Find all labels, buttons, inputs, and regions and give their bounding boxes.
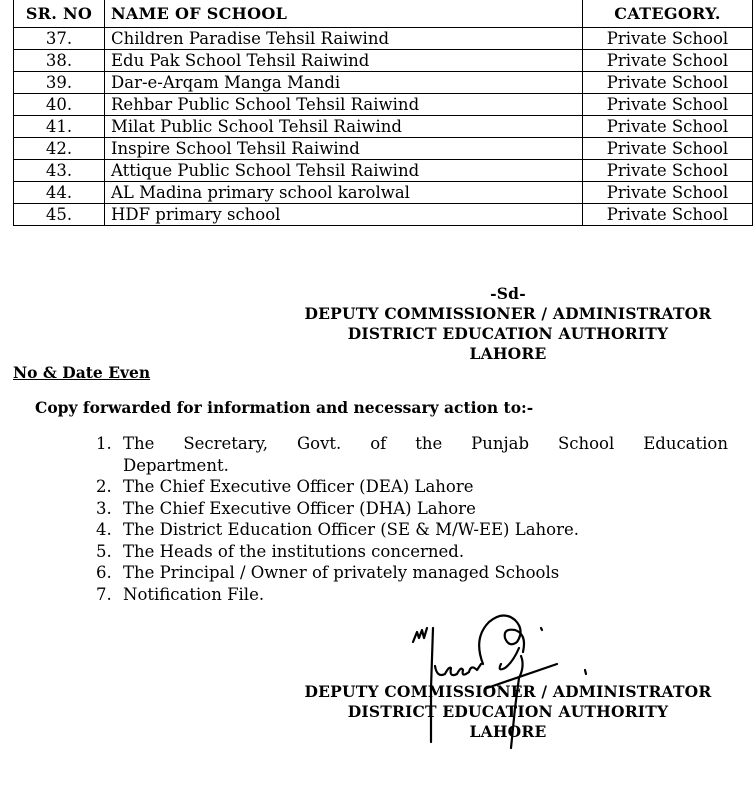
table-row [14,138,753,160]
recipient-number: 5. [96,541,112,561]
recipient-item [96,584,728,606]
signatory-authority: DISTRICT EDUCATION AUTHORITY [347,324,669,343]
cell-school-name: Inspire School Tehsil Raiwind [105,138,583,160]
cell-sr-no: 43. [14,160,105,182]
recipient-item [96,498,728,520]
cell-school-name: Edu Pak School Tehsil Raiwind [105,50,583,72]
cell-school-name: Dar-e-Arqam Manga Mandi [105,72,583,94]
recipient-number: 7. [96,584,112,604]
recipient-number: 3. [96,498,112,518]
recipient-text: The Secretary, Govt. of the Punjab School Education [123,434,728,453]
cell-category: Private School [583,116,753,138]
table-row [14,50,753,72]
table-header-row [14,0,753,28]
table-row [14,204,753,226]
cell-sr-no: 42. [14,138,105,160]
signatory-city: LAHORE [469,344,547,363]
header-sr-no: SR. NO [14,0,105,28]
cell-school-name: AL Madina primary school karolwal [105,182,583,204]
cell-sr-no: 40. [14,94,105,116]
recipient-text: The District Education Officer (SE & M/W-EE) Lahore. [123,520,579,539]
recipient-text: The Principal / Owner of privately managed Schools [123,563,560,582]
copy-forwarded-heading: Copy forwarded for information and necessary action to:- [35,398,534,417]
cell-category: Private School [583,160,753,182]
signatory-city: LAHORE [469,722,547,741]
cell-sr-no: 41. [14,116,105,138]
recipient-item [96,541,728,563]
cell-category: Private School [583,138,753,160]
signatory-authority: DISTRICT EDUCATION AUTHORITY [347,702,669,721]
recipient-item [96,562,728,584]
cell-category: Private School [583,94,753,116]
recipient-item [96,519,728,541]
second-signature-block [290,682,726,742]
first-signature-block [290,284,726,364]
cell-sr-no: 39. [14,72,105,94]
table-row [14,94,753,116]
cell-category: Private School [583,50,753,72]
header-category: CATEGORY. [583,0,753,28]
recipient-text: The Heads of the institutions concerned. [123,541,465,561]
cell-category: Private School [583,72,753,94]
reference-no-date: No & Date Even [13,363,151,382]
cell-school-name: Children Paradise Tehsil Raiwind [105,28,583,50]
cell-school-name: Milat Public School Tehsil Raiwind [105,116,583,138]
cell-sr-no: 45. [14,204,105,226]
recipient-number: 6. [96,563,112,582]
recipient-text-cont: Department. [123,455,229,475]
cell-school-name: Attique Public School Tehsil Raiwind [105,160,583,182]
table-row [14,28,753,50]
recipient-number: 2. [96,477,112,496]
recipient-number: 1. [96,434,112,453]
table-row [14,116,753,138]
header-school-name: NAME OF SCHOOL [105,0,583,28]
recipient-item [96,476,728,498]
schools-table [13,0,753,226]
table-row [14,160,753,182]
cell-school-name: Rehbar Public School Tehsil Raiwind [105,94,583,116]
cell-school-name: HDF primary school [105,204,583,226]
cell-category: Private School [583,28,753,50]
recipient-text: Notification File. [123,584,265,604]
recipients-list [96,433,728,605]
signatory-title: DEPUTY COMMISSIONER / ADMINISTRATOR [304,304,712,323]
cell-category: Private School [583,204,753,226]
cell-sr-no: 38. [14,50,105,72]
table-row [14,182,753,204]
cell-category: Private School [583,182,753,204]
cell-sr-no: 44. [14,182,105,204]
recipient-text: The Chief Executive Officer (DEA) Lahore [123,477,474,496]
cell-sr-no: 37. [14,28,105,50]
recipient-text: The Chief Executive Officer (DHA) Lahore [123,498,476,518]
sd-mark: -Sd- [490,284,526,303]
signatory-title: DEPUTY COMMISSIONER / ADMINISTRATOR [304,682,712,701]
recipient-number: 4. [96,520,112,539]
recipient-item [96,433,728,476]
table-row [14,72,753,94]
